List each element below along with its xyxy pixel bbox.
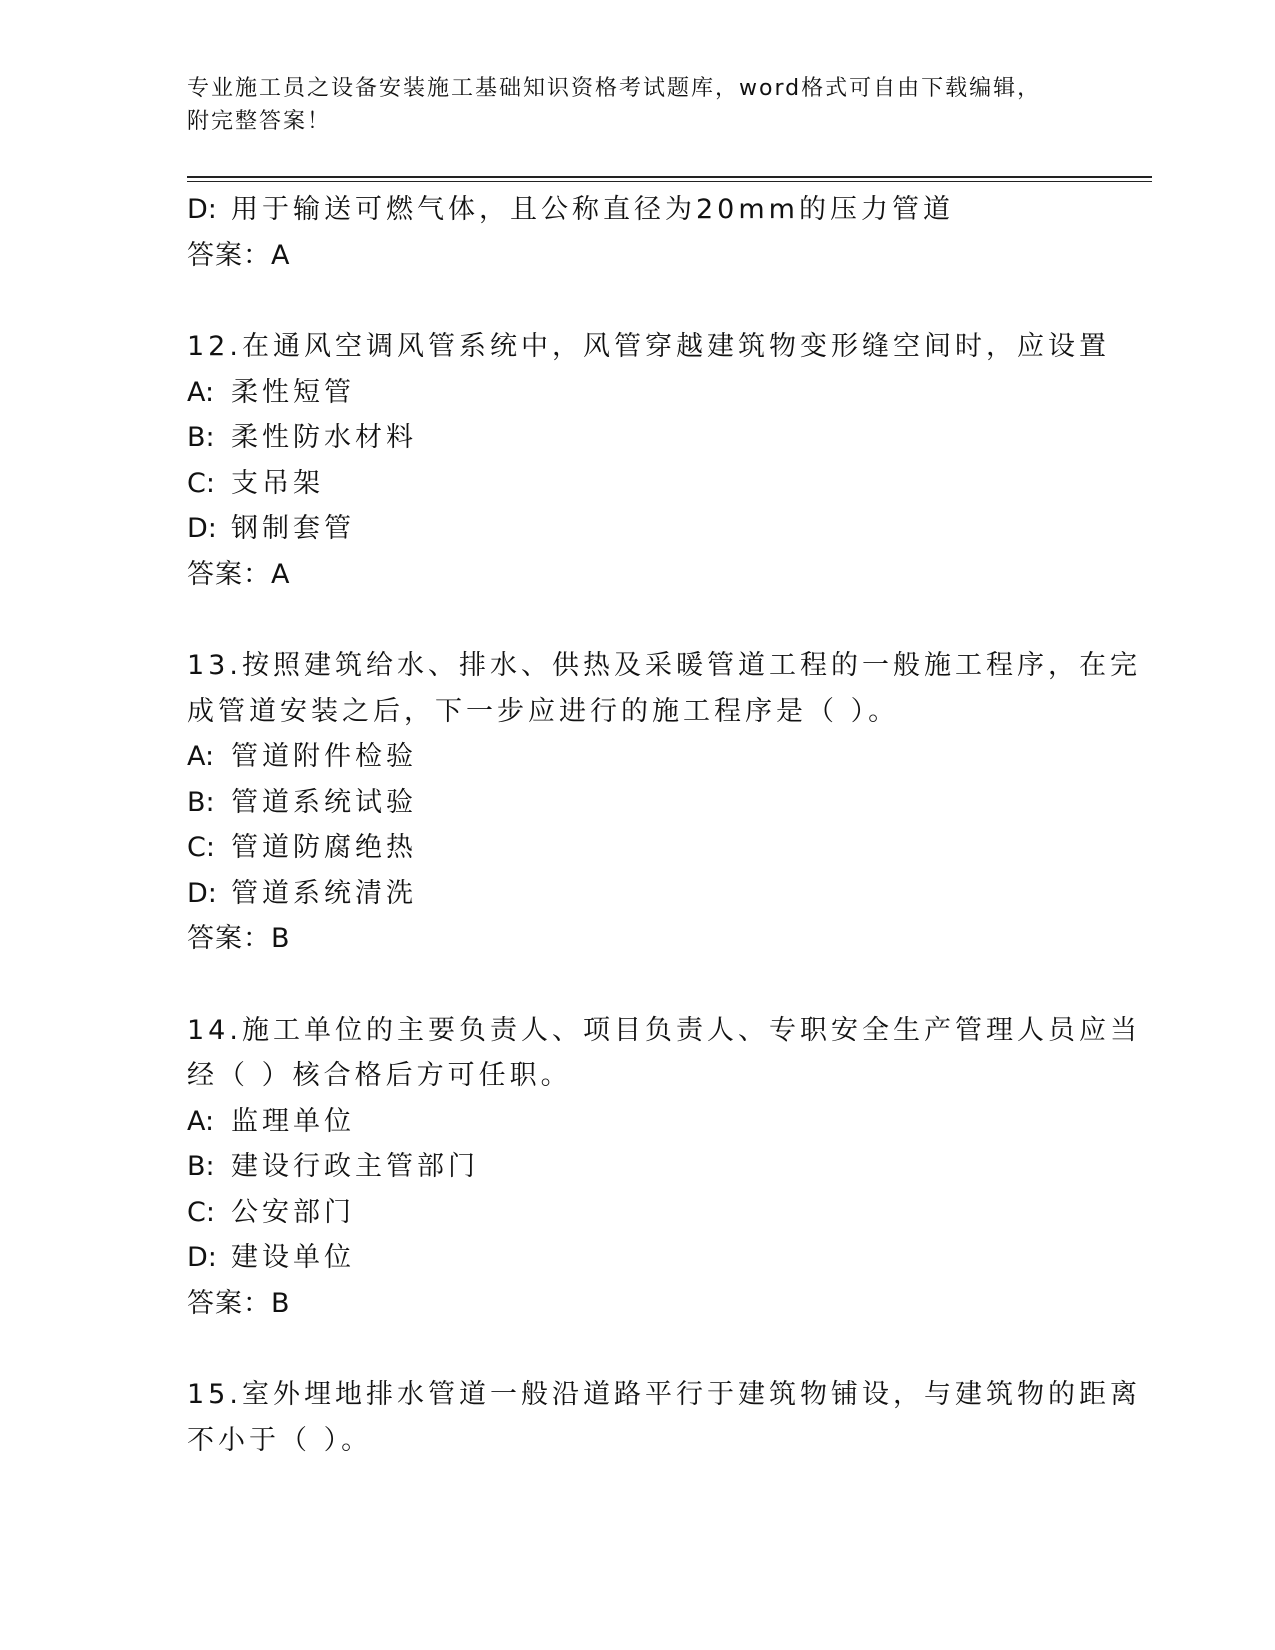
answer-line: 答案：B (187, 1287, 291, 1319)
option-c (187, 461, 1087, 507)
document-header (187, 72, 1087, 138)
question-12 (187, 324, 1110, 597)
question-spacer (187, 962, 1087, 1008)
question-13 (187, 643, 1141, 962)
option-a (187, 734, 1087, 780)
option-text: 钢制套管 (231, 513, 355, 544)
option-label: A: (187, 741, 215, 772)
question-spacer (187, 1326, 1087, 1372)
option-text: 柔性短管 (231, 376, 355, 408)
question-stem: 15.室外埋地排水管道一般沿道路平行于建筑物铺设，与建筑物的距离 (187, 1379, 1141, 1410)
option-d (187, 1235, 1087, 1281)
option-label: D: (187, 1242, 217, 1273)
question-content (187, 187, 1141, 1463)
answer-line: 答案：A (187, 558, 291, 590)
question-stem: 14.施工单位的主要负责人、项目负责人、专职安全生产管理人员应当 (187, 1014, 1141, 1046)
header-divider-thick (187, 176, 1152, 178)
option-a (187, 370, 1087, 416)
option-a (187, 1099, 1087, 1145)
option-text: 管道系统试验 (231, 786, 417, 818)
answer-line: 答案：B (187, 923, 291, 954)
answer-line: 答案：A (187, 239, 291, 271)
question-stem-continued: 经（ ）核合格后方可任职。 (187, 1060, 572, 1091)
option-d (187, 871, 1087, 917)
option-b (187, 415, 1087, 461)
question-spacer (187, 597, 1087, 643)
option-label: D: (187, 513, 217, 544)
option-label: A: (187, 1105, 215, 1137)
option-label: D: (187, 194, 217, 225)
option-label: C: (187, 832, 215, 863)
option-text: 柔性防水材料 (231, 422, 417, 453)
option-text: 公安部门 (231, 1196, 355, 1228)
option-d (187, 506, 1087, 552)
option-label: A: (187, 376, 215, 408)
option-label: D: (187, 877, 217, 909)
option-text: 管道系统清洗 (231, 877, 417, 909)
option-c (187, 825, 1087, 871)
question-stem-continued: 不小于（ ）。 (187, 1424, 373, 1456)
option-label: C: (187, 1196, 215, 1228)
question-15 (187, 1372, 1141, 1463)
option-text: 用于输送可燃气体，且公称直径为20mm的压力管道 (231, 194, 954, 225)
option-label: B: (187, 1151, 215, 1182)
option-c (187, 1190, 1087, 1236)
option-text: 管道防腐绝热 (231, 832, 417, 863)
question-stem: 12.在通风空调风管系统中，风管穿越建筑物变形缝空间时，应设置 (187, 331, 1110, 362)
option-text: 建设行政主管部门 (231, 1151, 479, 1182)
option-b (187, 1144, 1087, 1190)
header-line-1: 专业施工员之设备安装施工基础知识资格考试题库，word格式可自由下载编辑， (187, 76, 1042, 101)
option-text: 建设单位 (231, 1242, 355, 1273)
question-stem-continued: 成管道安装之后，下一步应进行的施工程序是（ ）。 (187, 695, 900, 727)
option-text: 监理单位 (231, 1105, 355, 1137)
question-spacer (187, 278, 1087, 324)
option-b (187, 780, 1087, 826)
option-label: B: (187, 786, 215, 818)
question-stem: 13.按照建筑给水、排水、供热及采暖管道工程的一般施工程序，在完 (187, 650, 1141, 681)
option-label: B: (187, 422, 215, 453)
header-line-2: 附完整答案！ (187, 109, 332, 134)
header-divider-thin (187, 181, 1152, 182)
option-label: C: (187, 467, 215, 499)
option-d (187, 187, 1087, 233)
option-text: 支吊架 (231, 467, 324, 499)
question-14 (187, 1008, 1141, 1327)
option-text: 管道附件检验 (231, 741, 417, 772)
